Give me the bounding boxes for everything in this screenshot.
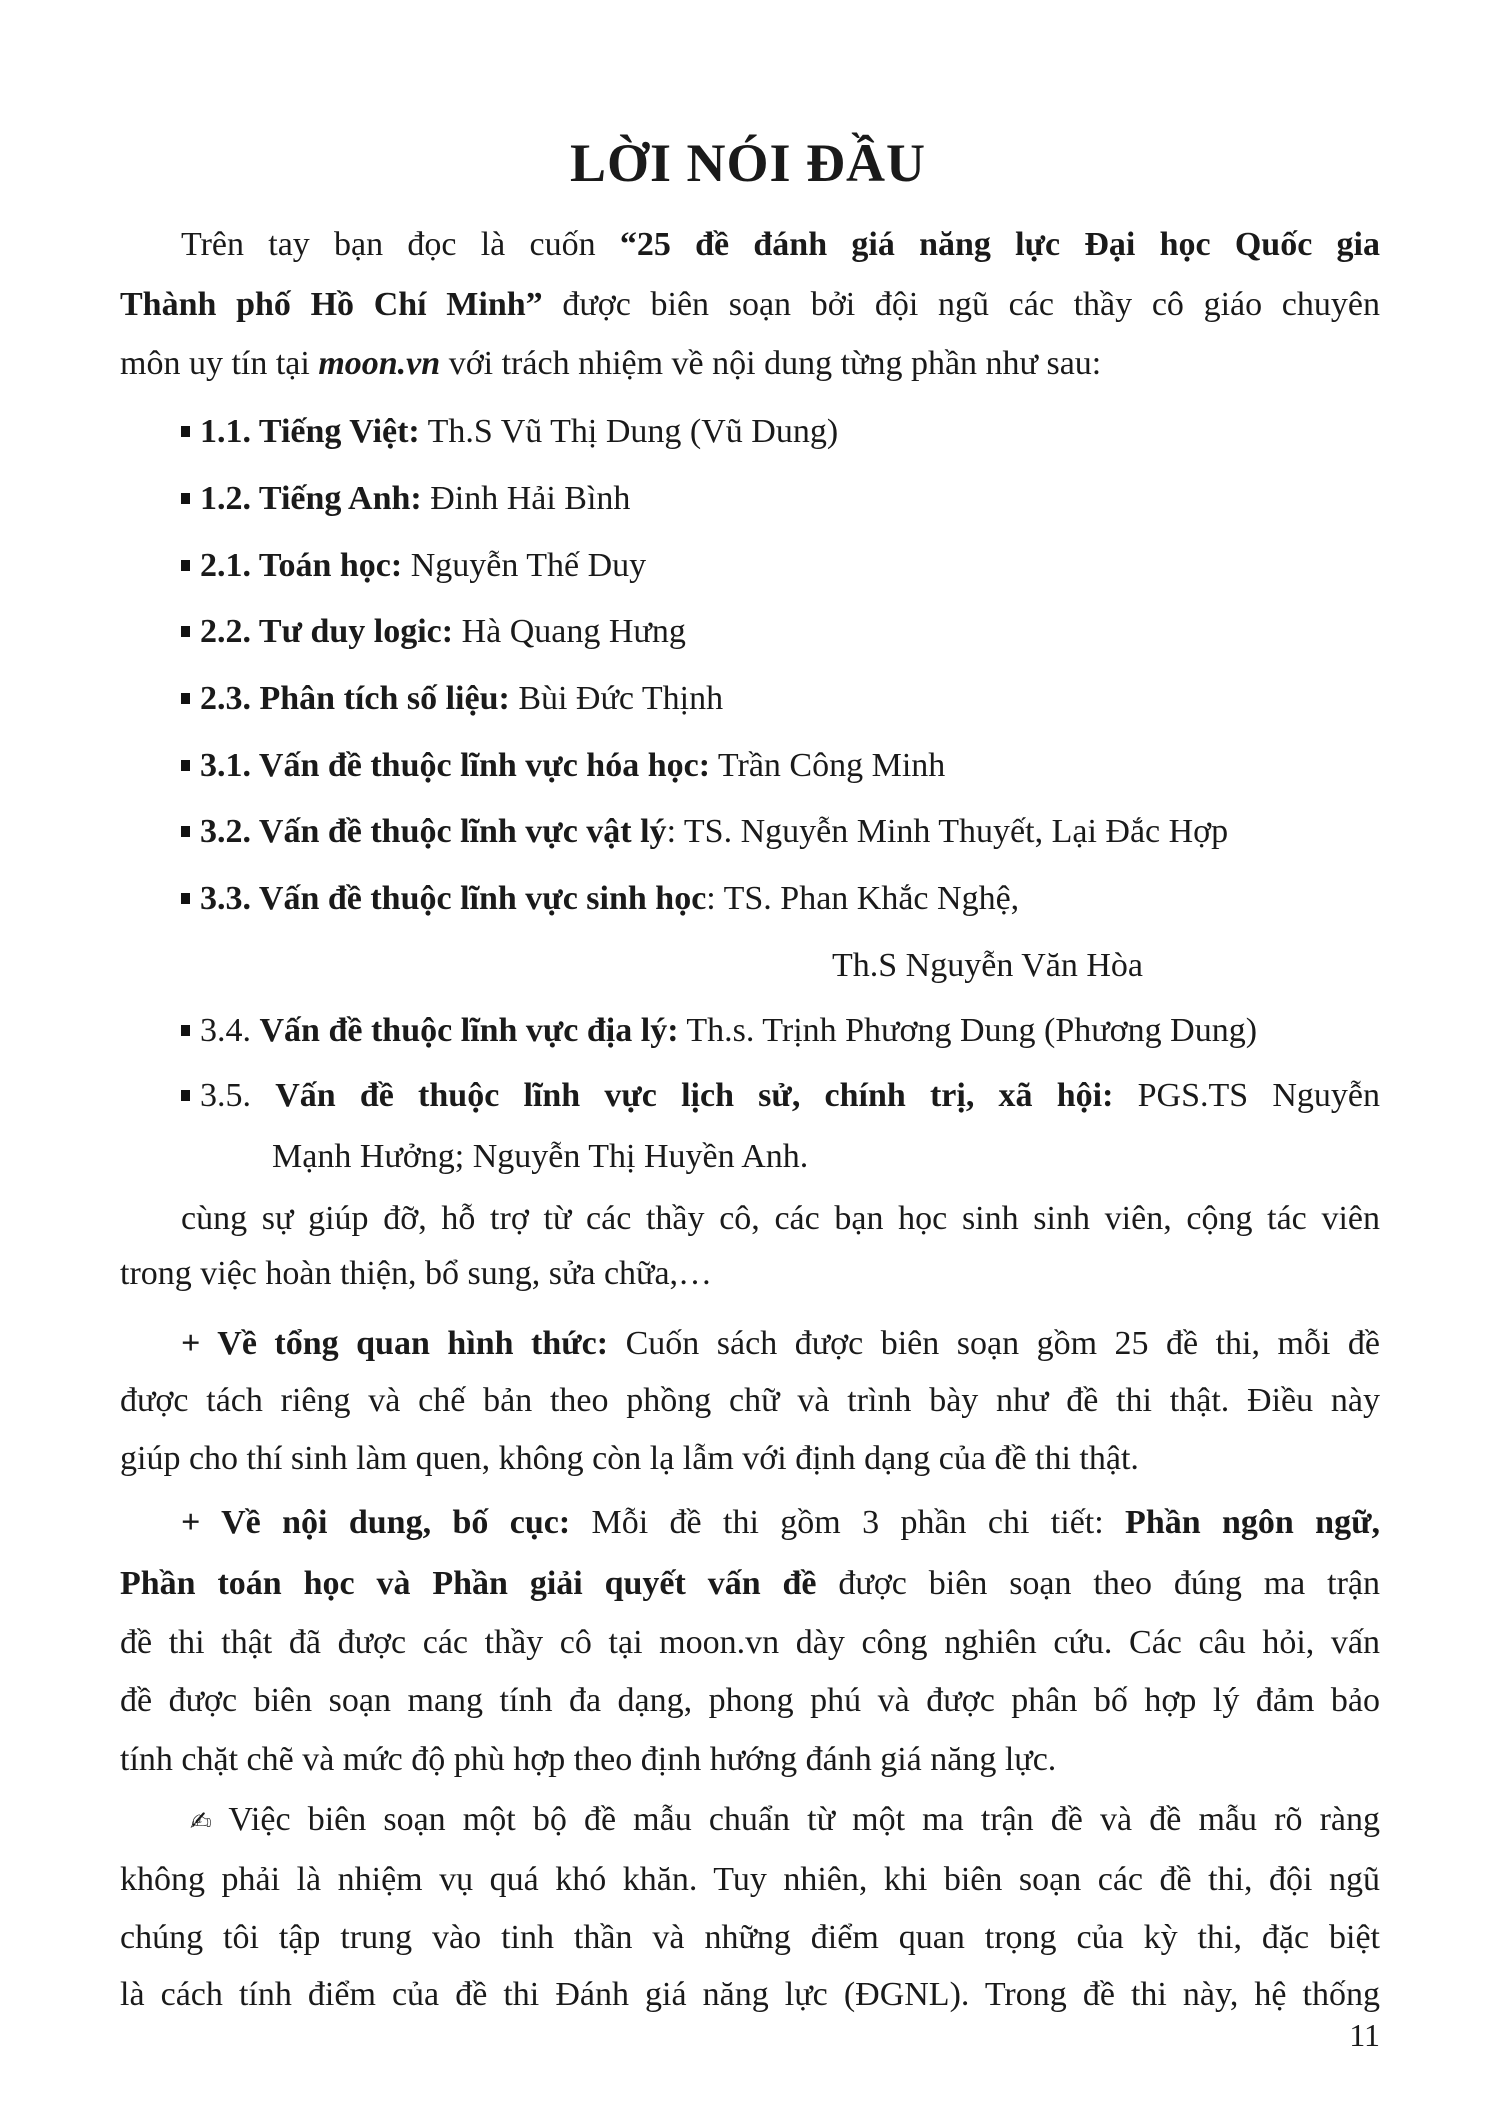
bullet-list-item xyxy=(181,411,838,453)
paragraph-line xyxy=(120,1859,1380,1901)
text: giúp cho thí sinh làm quen, không còn lạ lẫm với định dạng của đề thi thật. xyxy=(120,1440,1139,1477)
bold-text: 3.2. Vấn đề thuộc lĩnh vực vật lý xyxy=(200,813,667,850)
page-number: 11 xyxy=(1349,2017,1380,2053)
bullet-list-item xyxy=(181,811,1228,853)
text: môn uy tín tại xyxy=(120,345,319,382)
bold-text: Vấn đề thuộc lĩnh vực địa lý: xyxy=(259,1012,679,1049)
text: là cách tính điểm của đề thi Đánh giá năng lực (ĐGNL). Trong đề thi này, hệ thống xyxy=(120,1976,1380,2013)
text: được biên soạn theo đúng ma trận xyxy=(816,1565,1380,1602)
text: Hà Quang Hưng xyxy=(453,613,686,650)
paragraph-line xyxy=(181,1502,1380,1544)
bold-text: 2.1. Toán học: xyxy=(200,547,403,584)
text: : TS. Nguyễn Minh Thuyết, Lại Đắc Hợp xyxy=(666,813,1229,850)
text: được biên soạn bởi đội ngũ các thầy cô giáo chuyên xyxy=(542,286,1380,323)
bullet-list-item xyxy=(181,611,686,653)
bullet-list-item xyxy=(181,745,945,787)
text: Trên tay bạn đọc là cuốn xyxy=(181,226,620,263)
text: 3.4. xyxy=(200,1012,260,1049)
text: với trách nhiệm về nội dung từng phần như sau: xyxy=(440,345,1102,382)
bold-text: 2.2. Tư duy logic: xyxy=(200,613,454,650)
text: đề thi thật đã được các thầy cô tại moon.vn dày công nghiên cứu. Các câu hỏi, vấn xyxy=(120,1624,1380,1661)
paragraph-line xyxy=(120,1380,1380,1422)
text: cùng sự giúp đỡ, hỗ trợ từ các thầy cô, các bạn học sinh sinh viên, cộng tác viên xyxy=(181,1200,1380,1237)
square-bullet-icon xyxy=(181,1025,190,1036)
text: Nguyễn Thế Duy xyxy=(402,547,647,584)
text: Th.S Nguyễn Văn Hòa xyxy=(832,947,1143,984)
bullet-list-item xyxy=(181,1010,1257,1052)
bold-text: Phần ngôn ngữ, xyxy=(1125,1504,1380,1541)
text: Việc biên soạn một bộ đề mẫu chuẩn từ một ma trận đề và đề mẫu rõ ràng xyxy=(228,1801,1380,1838)
bullet-list-item xyxy=(181,678,723,720)
text: Đinh Hải Bình xyxy=(421,480,631,517)
square-bullet-icon xyxy=(181,426,190,437)
bold-text: Phần toán học và Phần giải quyết vấn đề xyxy=(120,1565,817,1602)
bullet-list-item xyxy=(181,878,1019,920)
square-bullet-icon xyxy=(181,1090,190,1101)
page-title: LỜI NÓI ĐẦU xyxy=(569,133,927,193)
bold-text: “25 đề đánh giá năng lực Đại học Quốc gia xyxy=(619,226,1380,263)
paragraph-line xyxy=(181,1323,1380,1365)
paragraph-line xyxy=(120,1253,712,1295)
bold-text: 3.3. Vấn đề thuộc lĩnh vực sinh học xyxy=(200,880,707,917)
bullet-list-item xyxy=(181,478,630,520)
square-bullet-icon xyxy=(181,893,190,904)
text: tính chặt chẽ và mức độ phù hợp theo định hướng đánh giá năng lực. xyxy=(120,1741,1057,1778)
text: Trần Công Minh xyxy=(710,747,946,784)
bold-text: Thành phố Hồ Chí Minh” xyxy=(120,286,543,323)
bullet-list-item xyxy=(181,1075,1380,1117)
bold-text: 1.2. Tiếng Anh: xyxy=(200,480,422,517)
bullet-list-item xyxy=(181,545,646,587)
paragraph-line xyxy=(190,1799,1380,1843)
paragraph-line xyxy=(120,1622,1380,1664)
text: không phải là nhiệm vụ quá khó khăn. Tuy nhiên, khi biên soạn các đề thi, đội ngũ xyxy=(120,1861,1380,1898)
paragraph-line xyxy=(120,1917,1380,1959)
bold-text: 1.1. Tiếng Việt: xyxy=(200,413,420,450)
text: Mỗi đề thi gồm 3 phần chi tiết: xyxy=(570,1504,1126,1541)
bold-text: Vấn đề thuộc lĩnh vực lịch sử, chính trị, xã hội: xyxy=(275,1077,1114,1114)
bold-text: 2.3. Phân tích số liệu: xyxy=(200,680,510,717)
paragraph-line xyxy=(120,284,1380,326)
text: được tách riêng và chế bản theo phồng chữ và trình bày như đề thi thật. Điều này xyxy=(120,1382,1380,1419)
text: Bùi Đức Thịnh xyxy=(509,680,724,717)
bold-text: + Về tổng quan hình thức: xyxy=(181,1325,609,1362)
square-bullet-icon xyxy=(181,693,190,704)
square-bullet-icon xyxy=(181,560,190,571)
text: Mạnh Hưởng; Nguyễn Thị Huyền Anh. xyxy=(272,1138,809,1175)
paragraph-line xyxy=(181,1198,1380,1240)
writing-hand-icon: ✍ xyxy=(190,1807,221,1837)
text: : TS. Phan Khắc Nghệ, xyxy=(706,880,1020,917)
paragraph-line xyxy=(120,343,1101,385)
bold-text: moon.vn xyxy=(318,345,441,382)
text: Th.s. Trịnh Phương Dung (Phương Dung) xyxy=(678,1012,1258,1049)
square-bullet-icon xyxy=(181,760,190,771)
paragraph-line xyxy=(120,1563,1380,1605)
paragraph-line xyxy=(120,1438,1139,1480)
square-bullet-icon xyxy=(181,826,190,837)
text: Cuốn sách được biên soạn gồm 25 đề thi, mỗi đề xyxy=(608,1325,1380,1362)
text: trong việc hoàn thiện, bổ sung, sửa chữa,… xyxy=(120,1255,713,1292)
text: PGS.TS Nguyễn xyxy=(1113,1077,1380,1114)
paragraph-line xyxy=(120,1739,1056,1781)
paragraph-line xyxy=(120,1974,1380,2016)
text: 3.5. xyxy=(200,1077,276,1114)
text: chúng tôi tập trung vào tinh thần và những điểm quan trọng của kỳ thi, đặc biệt xyxy=(120,1919,1380,1956)
square-bullet-icon xyxy=(181,493,190,504)
bold-text: + Về nội dung, bố cục: xyxy=(181,1504,571,1541)
square-bullet-icon xyxy=(181,626,190,637)
paragraph-line xyxy=(272,1136,808,1178)
paragraph-line xyxy=(832,945,1143,987)
bold-text: 3.1. Vấn đề thuộc lĩnh vực hóa học: xyxy=(200,747,711,784)
text: Th.S Vũ Thị Dung (Vũ Dung) xyxy=(419,413,839,450)
text: đề được biên soạn mang tính đa dạng, phong phú và được phân bố hợp lý đảm bảo xyxy=(120,1682,1380,1719)
paragraph-line xyxy=(120,1680,1380,1722)
paragraph-line xyxy=(181,224,1380,266)
